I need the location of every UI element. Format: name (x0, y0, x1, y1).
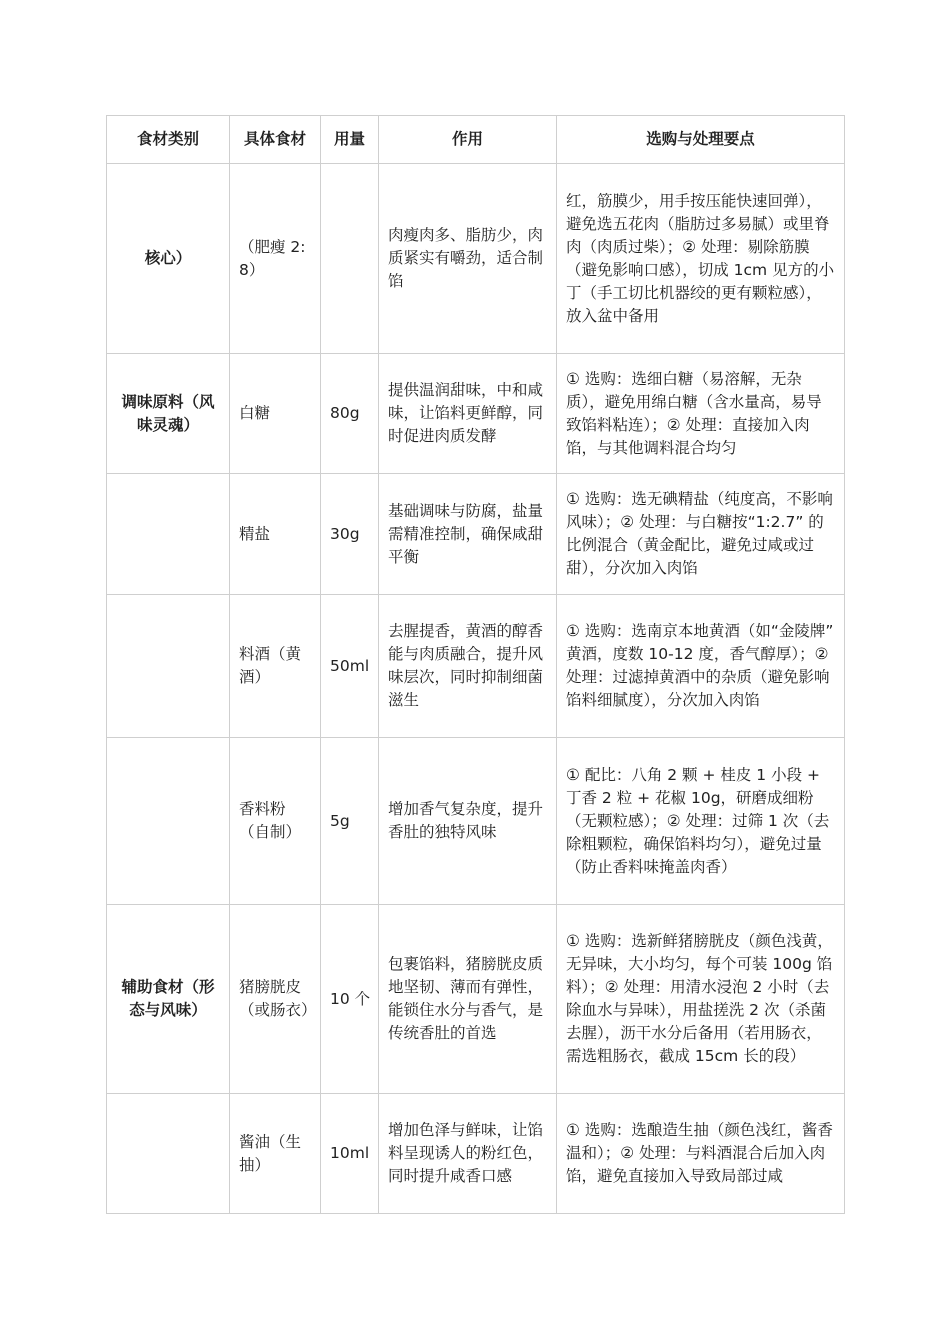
function-cell: 增加色泽与鲜味，让馅料呈现诱人的粉红色，同时提升咸香口感 (379, 1094, 557, 1214)
ingredient-cell: 白糖 (230, 354, 321, 474)
category-cell (107, 738, 230, 905)
category-cell (107, 474, 230, 595)
category-cell: 辅助食材（形态与风味） (107, 905, 230, 1094)
table-row (107, 738, 845, 905)
amount-cell: 50ml (321, 595, 379, 738)
category-cell: 核心） (107, 164, 230, 354)
function-cell: 包裹馅料，猪膀胱皮质地坚韧、薄而有弹性，能锁住水分与香气，是传统香肚的首选 (379, 905, 557, 1094)
ingredient-cell: 精盐 (230, 474, 321, 595)
ingredient-cell: 香料粉（自制） (230, 738, 321, 905)
header-category: 食材类别 (107, 116, 230, 164)
amount-cell: 10 个 (321, 905, 379, 1094)
ingredient-cell: 酱油（生抽） (230, 1094, 321, 1214)
table-row (107, 595, 845, 738)
header-amount: 用量 (321, 116, 379, 164)
table-row (107, 905, 845, 1094)
header-notes: 选购与处理要点 (557, 116, 845, 164)
ingredients-table (106, 115, 845, 1214)
amount-cell: 30g (321, 474, 379, 595)
table-row (107, 354, 845, 474)
notes-cell: ① 选购：选新鲜猪膀胱皮（颜色浅黄，无异味，大小均匀，每个可装 100g 馅料）；② 处理：用清水浸泡 2 小时（去除血水与异味），用盐搓洗 2 次（杀菌去腥），沥干水分后备用（若用肠衣，需选粗肠衣，截成 15cm 长的段） (557, 905, 845, 1094)
notes-cell: ① 选购：选南京本地黄酒（如“金陵牌” 黄酒，度数 10-12 度，香气醇厚）；② 处理：过滤掉黄酒中的杂质（避免影响馅料细腻度），分次加入肉馅 (557, 595, 845, 738)
notes-cell: ① 选购：选酿造生抽（颜色浅红，酱香温和）；② 处理：与料酒混合后加入肉馅，避免直接加入导致局部过咸 (557, 1094, 845, 1214)
notes-cell: ① 选购：选细白糖（易溶解，无杂质），避免用绵白糖（含水量高，易导致馅料粘连）；② 处理：直接加入肉馅，与其他调料混合均匀 (557, 354, 845, 474)
notes-cell: ① 选购：选无碘精盐（纯度高，不影响风味）；② 处理：与白糖按“1:2.7” 的比例混合（黄金配比，避免过咸或过甜），分次加入肉馅 (557, 474, 845, 595)
header-function: 作用 (379, 116, 557, 164)
function-cell: 提供温润甜味，中和咸味，让馅料更鲜醇，同时促进肉质发酵 (379, 354, 557, 474)
notes-cell: 红，筋膜少，用手按压能快速回弹），避免选五花肉（脂肪过多易腻）或里脊肉（肉质过柴）；② 处理：剔除筋膜（避免影响口感），切成 1cm 见方的小丁（手工切比机器绞的更有颗粒感），放入盆中备用 (557, 164, 845, 354)
amount-cell (321, 164, 379, 354)
category-cell: 调味原料（风味灵魂） (107, 354, 230, 474)
amount-cell: 5g (321, 738, 379, 905)
table-row (107, 474, 845, 595)
table-header-row (107, 116, 845, 164)
table-row (107, 1094, 845, 1214)
function-cell: 肉瘦肉多、脂肪少，肉质紧实有嚼劲，适合制馅 (379, 164, 557, 354)
function-cell: 去腥提香，黄酒的醇香能与肉质融合，提升风味层次，同时抑制细菌滋生 (379, 595, 557, 738)
amount-cell: 10ml (321, 1094, 379, 1214)
category-cell (107, 595, 230, 738)
ingredient-cell: （肥瘦 2:8） (230, 164, 321, 354)
ingredient-cell: 猪膀胱皮（或肠衣） (230, 905, 321, 1094)
function-cell: 基础调味与防腐，盐量需精准控制，确保咸甜平衡 (379, 474, 557, 595)
table-row (107, 164, 845, 354)
ingredient-cell: 料酒（黄酒） (230, 595, 321, 738)
function-cell: 增加香气复杂度，提升香肚的独特风味 (379, 738, 557, 905)
header-ingredient: 具体食材 (230, 116, 321, 164)
notes-cell: ① 配比：八角 2 颗 + 桂皮 1 小段 + 丁香 2 粒 + 花椒 10g，研磨成细粉（无颗粒感）；② 处理：过筛 1 次（去除粗颗粒，确保馅料均匀），避免过量（防止香料味掩盖肉香） (557, 738, 845, 905)
category-cell (107, 1094, 230, 1214)
amount-cell: 80g (321, 354, 379, 474)
